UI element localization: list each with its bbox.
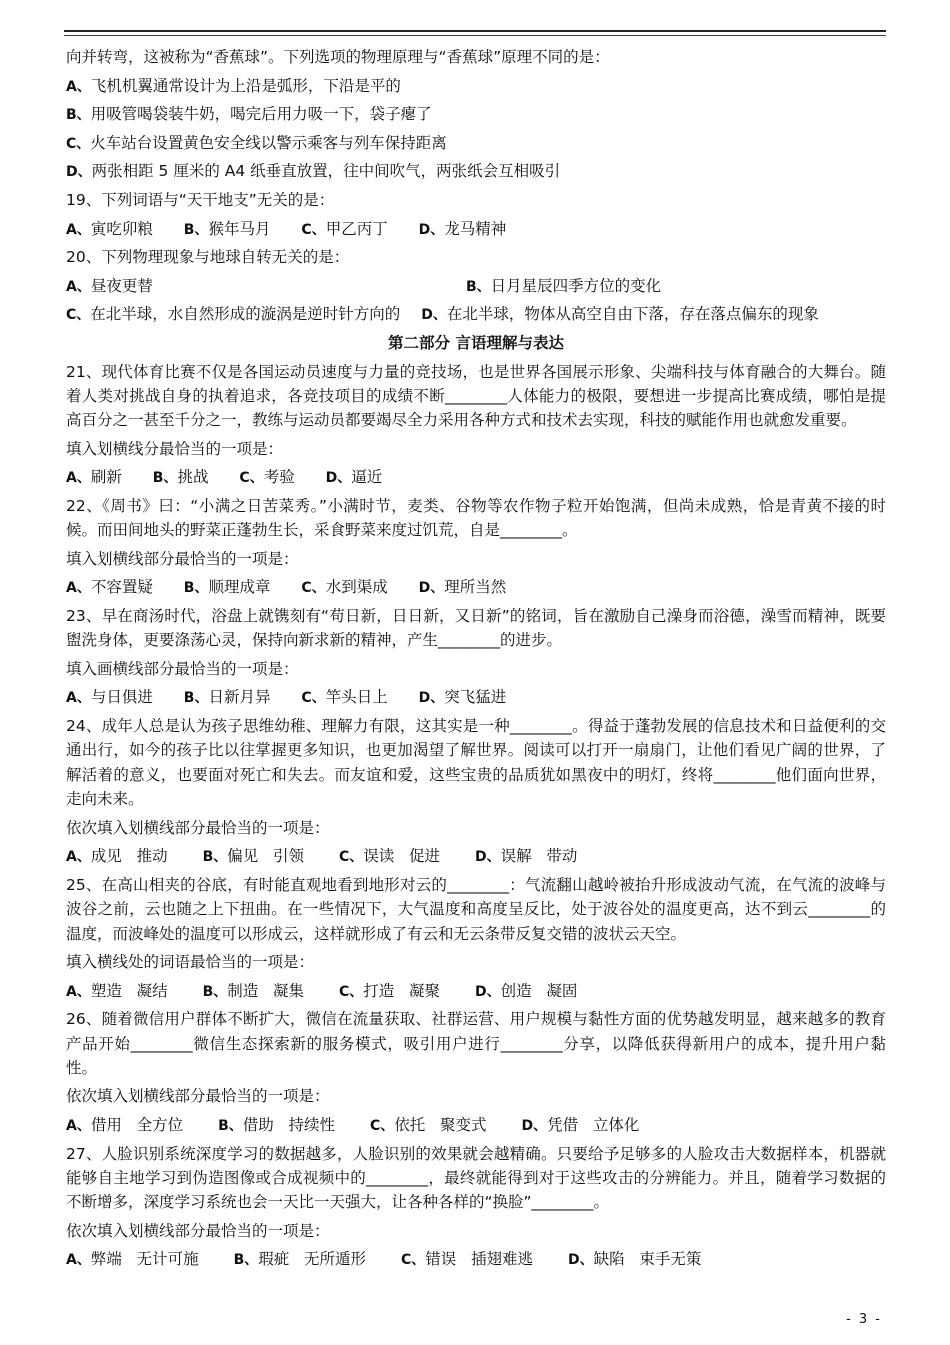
q22-options (66, 573, 886, 602)
q25-option-a: A、塑造 凝结 (66, 981, 168, 1000)
header-rule (64, 30, 886, 32)
q21-stem: 21、现代体育比赛不仅是各国运动员速度与力量的竞技场，也是世界各国展示形象、尖端科技与体育融合的大舞台。随着人类对挑战自身的执着追求，各竞技项目的成绩不断________人体能力的极限，要想进一步提高比赛成绩，哪怕是提高百分之一甚至千分之一，教练与运动员都要竭尽全力采用各种方式和技术去实现，科技的赋能作用也就愈发重要。 (66, 362, 886, 430)
q21-option-a: A、刷新 (66, 468, 122, 487)
q19-option-d: D、龙马精神 (418, 219, 507, 238)
q21-option-c: C、考验 (239, 468, 295, 487)
q22-option-c: C、水到渠成 (301, 578, 388, 597)
q23-option-a: A、与日俱进 (66, 688, 153, 707)
q26-stem: 26、随着微信用户群体不断扩大，微信在流量获取、社群运营、用户规模与黏性方面的优势越发明显，越来越多的教育产品开始________微信生态探索新的服务模式，吸引用户进行________分享，以降低获得新用户的成本，提升用户黏性。 (66, 1010, 886, 1077)
q26-option-d: D、凭借 立体化 (521, 1115, 640, 1134)
q24-prompt: 依次填入划横线部分最恰当的一项是： (66, 818, 330, 837)
q18-option-a: A、飞机机翼通常设计为上沿是弧形，下沿是平的 (66, 76, 401, 95)
q23-option-d: D、突飞猛进 (418, 688, 507, 707)
q20-stem: 20、下列物理现象与地球自转无关的是： (66, 248, 350, 267)
q18-option-b: B、用吸管喝袋装牛奶，喝完后用力吸一下，袋子瘪了 (66, 105, 432, 124)
q26-prompt: 依次填入划横线部分最恰当的一项是： (66, 1087, 330, 1106)
q21-option-b: B、挑战 (152, 468, 209, 487)
q21-options (66, 463, 886, 492)
q22-option-a: A、不容置疑 (66, 578, 153, 597)
q24-option-b: B、偏见 引领 (202, 847, 305, 866)
q20-options-row2 (66, 300, 886, 329)
q23-stem: 23、早在商汤时代，浴盘上就镌刻有“苟日新，日日新，又日新”的铭词，旨在激励自己澡身而浴德，澡雪而精神，既要盥洗身体，更要涤荡心灵，保持向新求新的精神，产生________的进步。 (66, 606, 886, 650)
q25-options (66, 977, 886, 1006)
q26-option-b: B、借助 持续性 (218, 1115, 336, 1134)
page-number: - 3 - (846, 1312, 882, 1327)
q20-options-row1 (66, 272, 886, 301)
q19-option-b: B、猴年马月 (183, 219, 271, 238)
q18-stem-tail: 向并转弯，这被称为“香蕉球”。下列选项的物理原理与“香蕉球”原理不同的是： (66, 48, 610, 66)
q23-option-b: B、日新月异 (183, 688, 271, 707)
q24-option-d: D、误解 带动 (475, 847, 578, 866)
q27-option-b: B、瑕疵 无所遁形 (233, 1250, 367, 1269)
q25-option-c: C、打造 凝聚 (338, 981, 441, 1000)
q24-option-c: C、误读 促进 (338, 847, 441, 866)
q21-prompt: 填入划横线分最恰当的一项是： (66, 439, 284, 458)
q21-option-d: D、逼近 (325, 468, 383, 487)
q26-options (66, 1111, 886, 1140)
q27-prompt: 依次填入划横线部分最恰当的一项是： (66, 1221, 330, 1240)
q25-option-b: B、制造 凝集 (202, 981, 305, 1000)
q27-option-d: D、缺陷 束手无策 (568, 1250, 702, 1269)
q23-options (66, 683, 886, 712)
q25-stem: 25、在高山相夹的谷底，有时能直观地看到地形对云的________：气流翻山越岭被抬升形成波动气流，在气流的波峰与波谷之前，云也随之上下扭曲。在一些情况下，大气温度和高度呈反比，处于波谷处的温度更高，达不到云________的温度，而波峰处的温度可以形成云，这样就形成了有云和无云条带反复交错的波状云天空。 (66, 875, 886, 943)
q20-option-a: A、昼夜更替 (66, 276, 153, 295)
q24-options (66, 842, 886, 871)
q25-option-d: D、创造 凝固 (475, 981, 578, 1000)
q20-option-b: B、日月星辰四季方位的变化 (466, 276, 662, 295)
q24-stem: 24、成年人总是认为孩子思维幼稚、理解力有限，这其实是一种________。得益于蓬勃发展的信息技术和日益便利的交通出行，如今的孩子比以往掌握更多知识，也更加渴望了解世界。阅读可以打开一扇扇门，让他们看见广阔的世界，了解活着的意义，也要面对死亡和失去。而友谊和爱，这些宝贵的品质犹如黑夜中的明灯，终将________他们面向世界，走向未来。 (66, 716, 886, 809)
q27-options (66, 1245, 886, 1274)
q22-prompt: 填入划横线部分最恰当的一项是： (66, 549, 299, 568)
q19-option-a: A、寅吃卯粮 (66, 219, 153, 238)
q27-option-c: C、错误 插翅难逃 (400, 1250, 534, 1269)
q23-option-c: C、竿头日上 (301, 688, 388, 707)
header-rule-thin (64, 35, 886, 36)
q20-option-c: C、在北半球，水自然形成的漩涡是逆时针方向的 (66, 305, 401, 324)
q19-option-c: C、甲乙丙丁 (301, 219, 388, 238)
q18-option-c: C、火车站台设置黄色安全线以警示乘客与列车保持距离 (66, 133, 447, 152)
q27-stem: 27、人脸识别系统深度学习的数据越多，人脸识别的效果就会越精确。只要给予足够多的人脸攻击大数据样本，机器就能够自主地学习到伪造图像或合成视频中的________，最终就能得到对于这些攻击的分辨能力。并且，随着学习数据的不断增多，深度学习系统也会一天比一天强大，让各种各样的“换脸”________。 (66, 1144, 886, 1212)
q25-prompt: 填入横线处的词语最恰当的一项是： (66, 952, 315, 971)
q24-option-a: A、成见 推动 (66, 847, 168, 866)
exam-page (66, 43, 886, 1274)
q22-option-b: B、顺理成章 (183, 578, 271, 597)
q20-option-d: D、在北半球，物体从高空自由下落，存在落点偏东的现象 (421, 305, 819, 324)
q18-option-d: D、两张相距 5 厘米的 A4 纸垂直放置，往中间吹气，两张纸会互相吸引 (66, 162, 561, 181)
q19-options (66, 215, 886, 244)
section-title: 第二部分 言语理解与表达 (388, 333, 564, 352)
q22-option-d: D、理所当然 (418, 578, 507, 597)
q19-stem: 19、下列词语与“天干地支”无关的是： (66, 190, 335, 209)
q23-prompt: 填入画横线部分最恰当的一项是： (66, 659, 299, 678)
q26-option-a: A、借用 全方位 (66, 1115, 184, 1134)
q22-stem: 22、《周书》曰：“小满之日苦菜秀。”小满时节，麦类、谷物等农作物子粒开始饱满，但尚未成熟，恰是青黄不接的时候。而田间地头的野菜正蓬勃生长，采食野菜来度过饥荒，自是________。 (66, 496, 886, 540)
q26-option-c: C、依托 聚变式 (369, 1115, 487, 1134)
q27-option-a: A、弊端 无计可施 (66, 1250, 199, 1269)
